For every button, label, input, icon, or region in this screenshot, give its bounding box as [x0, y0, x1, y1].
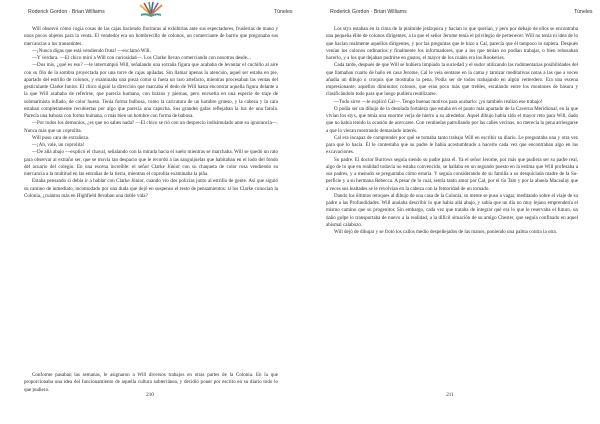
paragraph: —¡Nunca digas que está vendiendo fruta! —exclamó Will.: [32, 47, 151, 54]
left-page-body: [24, 26, 278, 200]
paragraph: —Y verdura. —El chico miró a Will con curiosidad—. Los Clarke llevan comerciando con nosotros desde...: [32, 55, 251, 61]
paragraph: —Todo sirve —le explicó Cal—. Tengo buenas motivos para acabarlo: ¡yo también realizo ese trabajo!: [334, 98, 543, 105]
paragraph: Conforme pasaban las semanas, le asignaron a Will diversos trabajos en otras partes de la Colonia. En la que proporcionaba una idea del funcionamiento de aquella cultura subterránea, y decidió poner por escrito en su diario todo lo que pudiera.: [24, 372, 278, 393]
paragraph: O podía ser un dibujo de la desolada fortaleza que estaba en el punto más apartado de la Caverna Meridional, en la que vivían los styx, que tenía una enorme verja de hierro a su alrededor. Aquel dibujo había sido el mayor reto para Will, dado que no había tenido la ocasión de acercarse. Con centinelas patrullando por las calles vecinas, no merecía la pena arriesgarse a que lo vieran mostrando demasiado interés.: [326, 105, 578, 134]
paragraph: —Dos mis, ¿qué es eso? —le interrumpió Will, señalando una extraña figura que acababa de levantar el cuchillo al aire con su filo de la sombra proyectada por una torre de cajas apiladas. Sin llamar apenas la atención, aquel ser estaba en pie, apartado del estrillo de colonos, y examinaba una pieza como si fuera un raro artefacto, mientras procesaban las ventas del gesticulante Clarke Junior. El chico siguió la dirección que marcaba el dedo de Will hasta encontrar aquella figura delante a la que Will acababa de referirse, que parecía humana, con brazos y piernas, pero envuelta en una especie de traje de submarinista inflado, de color hueso. Tenía forma bulbosa, como la caricatura de un hombre grueso, y la cabeza y la cara estaban completamente recubiertas por algo que parecía una capucha. Sus grandes gafas reflejaban la luz de una farola. Parecía una babosa con forma humana, o más bien un hombre con forma de babosa.: [24, 62, 278, 119]
left-page-section-break-paragraph: [24, 372, 278, 394]
paragraph: Cada tarde, después de que Will se hubiera limpiado la suciedad y el sudor utilizando las rudimentarias posibilidades del que llamaban cuarto de baño en casa Jerome, Cal le veía sentarse en la cama y tamizar meditativas notas a las que a veces añadía un dibujo o croquis que mostraba la pena. Podía ser de todos trabajando en algún verterdero. Era una escena impresionante: aquellos diminutos colonos, que eran poco más que trebles, escalando entre los montones de basura y clasificándolo todo para que luego pudiera reutilizarse.: [326, 62, 578, 98]
paragraph: —Por todos los demonios, ¿es que no sabes nada? —El chico se rió con un desprecio indisimulado ante su ignorancia—. Nunca más que un coprolita.: [24, 120, 278, 134]
paragraph: Su padre. El doctor Burrows seguía siendo su padre para él. Ya el señor Jerome, por más que pudiera ser su padre real, algo de lo que en realidad todavía no estaba convencido, se hallaba en un segundo puesto en la estima que Will profesaba a sus padres, y a menudo se preguntaba cómo estaría. Y seguía considerando de su familia a su desquiciada madre de la Su-perficie y a su hermana Rebecca. A pesar de lo cual, sentía tanto amor por Cal, por el tío Tam y por la abuela Macaulay que a veces sus lealtades se le revolvían en la cabeza con la femoridad de un tornado.: [326, 156, 578, 192]
running-header-title: Túneles: [574, 9, 593, 15]
paragraph: Dando los últimos retoques al dibujo de una casa de la Colonia, su mente se puso a vagar, meditando sobre el viaje de su padre a las Profundidades. Will anulaba describir lo que había allá abajo, y sabía que un día no muy lejano emprendería el mismo camino que su progenitor. Sin embargo, cada vez que trataba de integrar qué era lo que le reservaba el futuro, un daño golpe lo transportaba de nuevo a la realidad, a la difícil situación de su amigo Chester, que seguía confinado en aquel abismal calabozo.: [326, 192, 578, 228]
running-header-title: Túneles: [274, 9, 293, 15]
paragraph: Will dejó de dibujar y se frotó los callos medio despellejados de las manos, poniendo una palma contra la otra.: [334, 229, 558, 235]
paragraph: —De allá abajo —explicó el chaval, señalando con la mirada hacia el suelo mientras se marchaba. Will se quedó un rato para observar al extraño ser, que se movía tan despacio que le recordó a las sanguijuelas que habitaban en el lodo del fondo del acuario del colegio. En una escena increíble: el señor Clarke Júnior con su chaqueta de color rosa vendiendo su mercancía a la multitud en las entrañas de la tierra, mientras el coprolita examinaba la piña.: [24, 149, 278, 177]
open-book-fan-logo: [138, 2, 164, 17]
paragraph: Los styx estaban en la cima de la pirámide jerárquica y hacían lo que querían, y pero por debajo de ellos se encontraba una pequeña élite de colonos dirigentes, a la que el señor Jerome tenía el privilegio de pertenecer. Will no tenía ni idea de lo que hacían realmente aquellos dirigentes, y por las preguntas que le hizo a Cal, parecía que él tampoco lo supiera. Después venían los colonos ordinarios y finalmente los informadores, que a los que tenían no podían trabajar, o bien rehusaban hacerlo, y a los que dejaban pudrirse en gustos, el mayor de los cuales era los Rookeries.: [326, 26, 578, 61]
running-header-authors: Roderick Gordon · Brian Williams: [28, 9, 105, 15]
page-number-left: 210: [146, 392, 154, 398]
paragraph: Estaba pensando si debía ir a hablar con Clarke Júnior, cuando vio dos policías junto al estrillo de gente. Así que siguió su camino de inmediato, incomodado por una duda que dejó en suspenso el resto de pensamientos: si los Clarke conocían la Colonia, ¿cuántos más en Highfield llevaban una doble vida?: [24, 178, 278, 199]
paragraph: Will observó cómo cogía cosas de las cajas haciendo florituras al exhibirlas ante sus espectadores, fruslerías de mano y unos pocos objetos para la venta. El vendedor era un hombrecillo de colonos, un comerciante de barrio que pregonaba sus mercancías a los transeúntes.: [24, 26, 278, 47]
paragraph: —¡Ah, vale, un coprolita!: [32, 142, 85, 148]
right-page: [300, 0, 600, 424]
right-page-body: [326, 26, 578, 236]
paragraph: Cal era incapaz de comprender por qué se tomaba tanto trabajo Will en escribir su diario. Le preguntaba una y otra vez para qué lo hacía. Él le contestaba que su padre le había acostumbrado a hacerlo cada vez que encontraban algo en las excavaciones.: [326, 134, 578, 156]
running-header-authors: Roderick Gordon · Brian Williams: [330, 9, 407, 15]
paragraph: Will puso cara de extrañeza.: [32, 134, 90, 141]
page-number-right: 211: [446, 392, 454, 398]
